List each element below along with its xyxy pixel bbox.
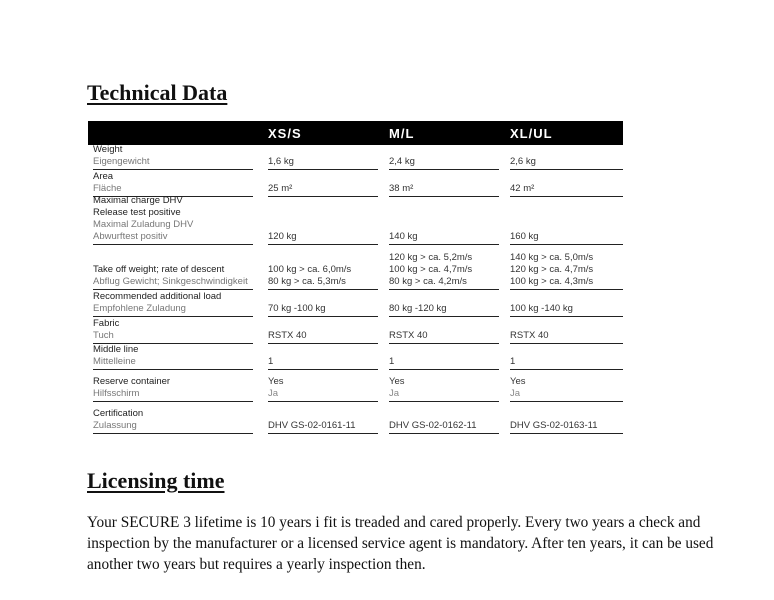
column-header-xs-s: XS/S (268, 126, 302, 141)
cell-value: DHV GS-02-0161-11 (268, 420, 356, 431)
cell-value: RSTX 40 (389, 330, 428, 341)
table-cell (389, 420, 499, 434)
technical-data-heading: Technical Data (87, 80, 228, 105)
row-label (93, 264, 253, 290)
table-row (88, 195, 623, 247)
row-label (93, 195, 253, 245)
table-cell (268, 231, 378, 245)
row-label-de: Zulassung (93, 420, 137, 431)
table-cell (510, 376, 623, 402)
row-label-de: Maximal Zuladung DHV (93, 219, 194, 230)
row-label-de: Abflug Gewicht; Sinkgeschwindigkeit (93, 276, 248, 287)
table-body (88, 145, 623, 436)
row-label-de: Mittelleine (93, 356, 136, 367)
cell-value: 2,6 kg (510, 156, 536, 167)
cell-value: 100 kg > ca. 4,7m/s (389, 264, 473, 275)
table-row (88, 292, 623, 319)
cell-value: 120 kg > ca. 5,2m/s (389, 252, 473, 263)
table-cell (268, 156, 378, 170)
table-cell (268, 264, 378, 290)
table-cell (268, 183, 378, 197)
cell-value: 160 kg (510, 231, 539, 242)
cell-value: 100 kg > ca. 4,3m/s (510, 276, 594, 287)
cell-value: RSTX 40 (510, 330, 549, 341)
cell-value: 140 kg (389, 231, 418, 242)
row-label-de: Tuch (93, 330, 114, 341)
row-label-de: Empfohlene Zuladung (93, 303, 186, 314)
cell-value: 140 kg > ca. 5,0m/s (510, 252, 594, 263)
cell-value: Ja (268, 388, 279, 399)
cell-value: Yes (510, 376, 526, 387)
row-label-de: Eigengewicht (93, 156, 150, 167)
row-label-en: Reserve container (93, 376, 171, 387)
row-label (93, 144, 253, 170)
cell-value: 100 kg -140 kg (510, 303, 573, 314)
row-label-en: Take off weight; rate of descent (93, 264, 225, 275)
table-row (88, 319, 623, 346)
licensing-time-heading: Licensing time (87, 468, 225, 493)
row-label (93, 291, 253, 317)
row-label-en: Weight (93, 144, 123, 155)
technical-data-table (88, 121, 623, 436)
table-cell (389, 156, 499, 170)
cell-value: RSTX 40 (268, 330, 307, 341)
cell-value: 42 m² (510, 183, 535, 194)
row-label-en: Middle line (93, 344, 139, 355)
row-label-de: Hilfsschirm (93, 388, 140, 399)
row-label-en: Fabric (93, 318, 120, 329)
row-label (93, 344, 253, 370)
cell-value: 70 kg -100 kg (268, 303, 326, 314)
table-row (88, 247, 623, 292)
cell-value: 100 kg > ca. 6,0m/s (268, 264, 352, 275)
table-cell (510, 303, 623, 317)
column-header-xl-ul: XL/UL (510, 126, 553, 141)
row-label-en: Release test positive (93, 207, 181, 218)
row-label-de: Fläche (93, 183, 122, 194)
row-label (93, 408, 253, 434)
table-cell (510, 252, 623, 290)
table-cell (510, 420, 623, 434)
row-label (93, 376, 253, 402)
cell-value: 120 kg (268, 231, 297, 242)
cell-value: DHV GS-02-0162-11 (389, 420, 477, 431)
licensing-paragraph: Your SECURE 3 lifetime is 10 years i fit is treaded and cared properly. Every two years a check and inspection by the manufacturer or a licensed service agent is mandatory. After ten years, it can be used another two years but requires a yearly inspection then. (87, 514, 714, 573)
table-cell (268, 303, 378, 317)
table-cell (268, 356, 378, 370)
table-cell (510, 156, 623, 170)
table-cell (389, 376, 499, 402)
row-label-en: Area (93, 171, 114, 182)
table-header (88, 121, 623, 145)
cell-value: 80 kg > ca. 5,3m/s (268, 276, 346, 287)
table-cell (510, 183, 623, 197)
row-label-en: Certification (93, 408, 144, 419)
table-cell (510, 356, 623, 370)
row-label-de: Abwurftest positiv (93, 231, 168, 242)
table-cell (268, 330, 378, 344)
cell-value: 1 (510, 356, 516, 367)
table-row (88, 346, 623, 372)
cell-value: DHV GS-02-0163-11 (510, 420, 598, 431)
cell-value: 80 kg > ca. 4,2m/s (389, 276, 467, 287)
cell-value: 2,4 kg (389, 156, 415, 167)
cell-value: 80 kg -120 kg (389, 303, 447, 314)
table-cell (510, 231, 623, 245)
cell-value: 25 m² (268, 183, 293, 194)
table-row (88, 372, 623, 404)
table-cell (268, 420, 378, 434)
cell-value: 1 (389, 356, 395, 367)
table-cell (389, 231, 499, 245)
cell-value: 38 m² (389, 183, 414, 194)
table-cell (510, 330, 623, 344)
cell-value: 1,6 kg (268, 156, 294, 167)
column-header-m-l: M/L (389, 126, 415, 141)
row-label (93, 171, 253, 197)
table-cell (389, 356, 499, 370)
cell-value: Yes (389, 376, 405, 387)
table-cell (389, 330, 499, 344)
row-label-en: Recommended additional load (93, 291, 222, 302)
row-label-en: Maximal charge DHV (93, 195, 183, 206)
cell-value: 120 kg > ca. 4,7m/s (510, 264, 594, 275)
table-cell (389, 252, 499, 290)
cell-value: Ja (510, 388, 521, 399)
table-row (88, 145, 623, 172)
cell-value: Ja (389, 388, 400, 399)
cell-value: 1 (268, 356, 274, 367)
table-cell (268, 376, 378, 402)
cell-value: Yes (268, 376, 284, 387)
table-row (88, 404, 623, 436)
table-cell (389, 183, 499, 197)
table-cell (389, 303, 499, 317)
row-label (93, 318, 253, 344)
